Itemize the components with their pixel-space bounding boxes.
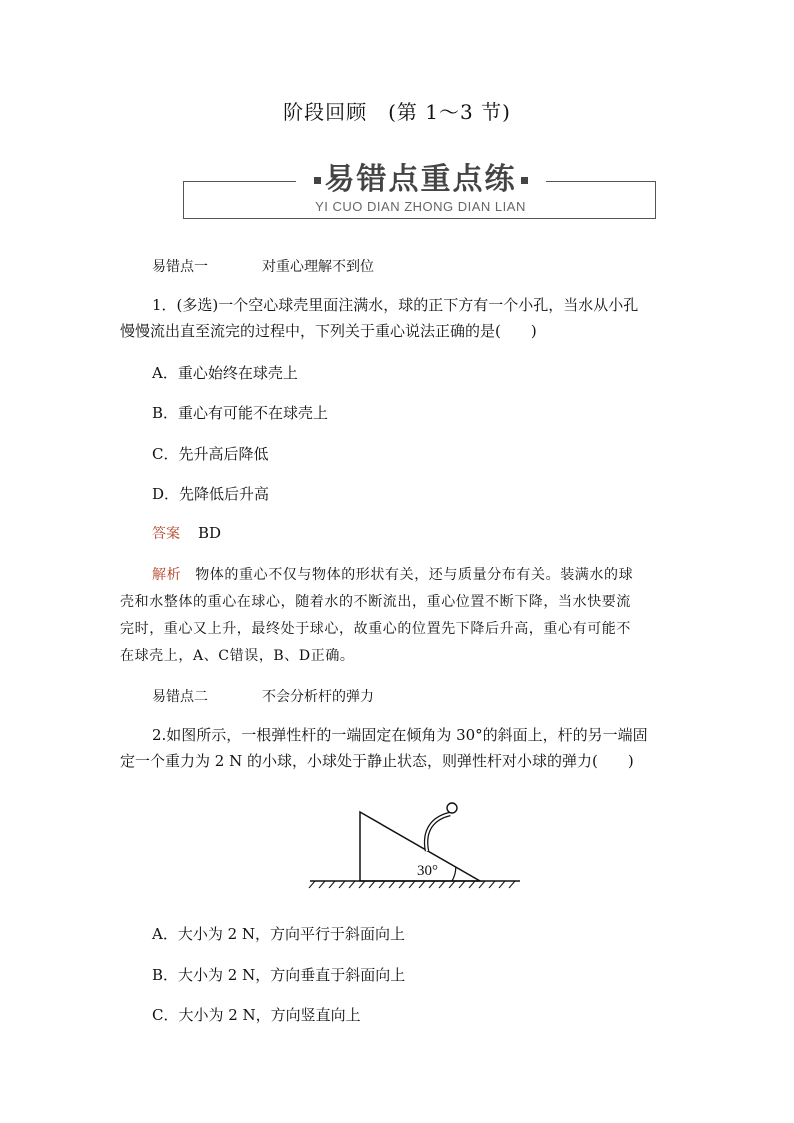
section-banner <box>183 160 658 220</box>
incline-figure <box>305 794 533 894</box>
banner-title: 易错点重点练 <box>324 162 517 197</box>
page-title: 阶段回顾 (第 1～3 节) <box>283 100 511 124</box>
q1-option-a: A．重心始终在球壳上 <box>152 364 298 382</box>
question-2-line-1: 2.如图所示，一根弹性杆的一端固定在倾角为 30°的斜面上，杆的另一端固 <box>152 726 648 744</box>
ground-hatching <box>309 881 515 888</box>
q1-option-c: C．先升高后降低 <box>152 445 269 463</box>
q1-explanation-line-4: 在球壳上，A、C错误，B、D正确。 <box>120 648 355 664</box>
section-label: 易错点一 <box>152 259 208 275</box>
ball <box>447 803 457 813</box>
q1-explanation-line-3: 完时，重心又上升，最终处于球心，故重心的位置先下降后升高，重心有可能不 <box>120 621 631 637</box>
answer-label: 答案 <box>152 526 180 542</box>
q1-explanation-line-2: 壳和水整体的重心在球心，随着水的不断流出，重心位置不断下降，当水快要流 <box>120 594 631 610</box>
q1-answer-row <box>152 523 221 543</box>
section-topic: 对重心理解不到位 <box>262 259 374 275</box>
explanation-label: 解析 <box>152 567 182 583</box>
question-1-line-1: 1．(多选)一个空心球壳里面注满水，球的正下方有一个小孔，当水从小孔 <box>152 296 639 314</box>
answer-value: BD <box>198 524 222 542</box>
section-heading-2 <box>152 686 374 706</box>
section-topic: 不会分析杆的弹力 <box>262 689 374 705</box>
q2-option-a: A．大小为 2 N，方向平行于斜面向上 <box>152 925 406 943</box>
banner-subtitle: YI CUO DIAN ZHONG DIAN LIAN <box>315 199 526 214</box>
angle-label: 30° <box>417 863 438 879</box>
q1-option-b: B．重心有可能不在球壳上 <box>152 404 329 422</box>
angle-arc <box>452 867 456 881</box>
banner-title-wrap <box>296 160 546 200</box>
banner-dot-right <box>521 177 528 184</box>
banner-title-row <box>183 160 658 200</box>
section-label: 易错点二 <box>152 689 208 705</box>
q2-option-c: C．大小为 2 N，方向竖直向上 <box>152 1006 361 1024</box>
incline-diagram <box>305 794 533 894</box>
section-heading-1 <box>152 256 374 276</box>
q1-option-d: D．先降低后升高 <box>152 485 270 503</box>
banner-dot-left <box>314 177 321 184</box>
q2-option-b: B．大小为 2 N，方向垂直于斜面向上 <box>152 966 406 984</box>
explanation-text-1: 物体的重心不仅与物体的形状有关，还与质量分布有关。装满水的球 <box>195 567 634 583</box>
question-2-line-2: 定一个重力为 2 N 的小球，小球处于静止状态，则弹性杆对小球的弹力( ) <box>120 752 634 770</box>
q1-explanation-line-1 <box>152 562 633 589</box>
question-1-line-2: 慢慢流出直至流完的过程中，下列关于重心说法正确的是( ) <box>120 322 537 340</box>
